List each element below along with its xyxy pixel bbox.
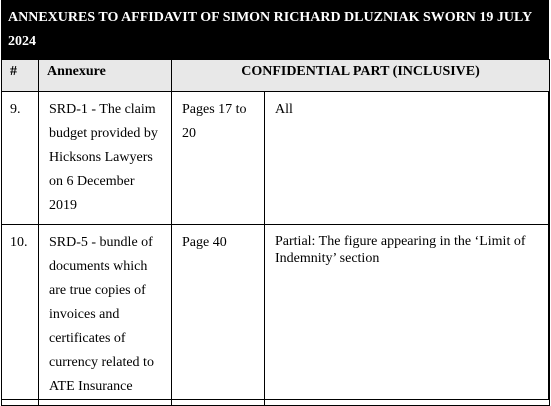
row-scope: Partial: The figure appearing in the ‘Limit of Indemnity’ section xyxy=(265,225,550,406)
table-header-row xyxy=(2,60,550,92)
annexure-document xyxy=(1,0,549,400)
header-confidential-part: CONFIDENTIAL PART (INCLUSIVE) xyxy=(172,60,550,92)
annexure-table xyxy=(1,59,550,406)
header-annexure: Annexure xyxy=(39,60,172,92)
row-annexure: SRD-5 - bundle of documents which are true copies of invoices and certificates of currency related to ATE Insurance xyxy=(39,225,172,406)
table-row xyxy=(2,225,550,406)
row-pages: Pages 17 to 20 xyxy=(172,92,265,225)
table-row xyxy=(2,92,550,225)
document-title: ANNEXURES TO AFFIDAVIT OF SIMON RICHARD DLUZNIAK SWORN 19 JULY 2024 xyxy=(2,1,548,59)
row-annexure: SRD-1 - The claim budget provided by Hicksons Lawyers on 6 December 2019 xyxy=(39,92,172,225)
row-number: 10. xyxy=(2,225,39,406)
row-pages: Page 40 xyxy=(172,225,265,406)
row-scope: All xyxy=(265,92,550,225)
row-number: 9. xyxy=(2,92,39,225)
header-number: # xyxy=(2,60,39,92)
